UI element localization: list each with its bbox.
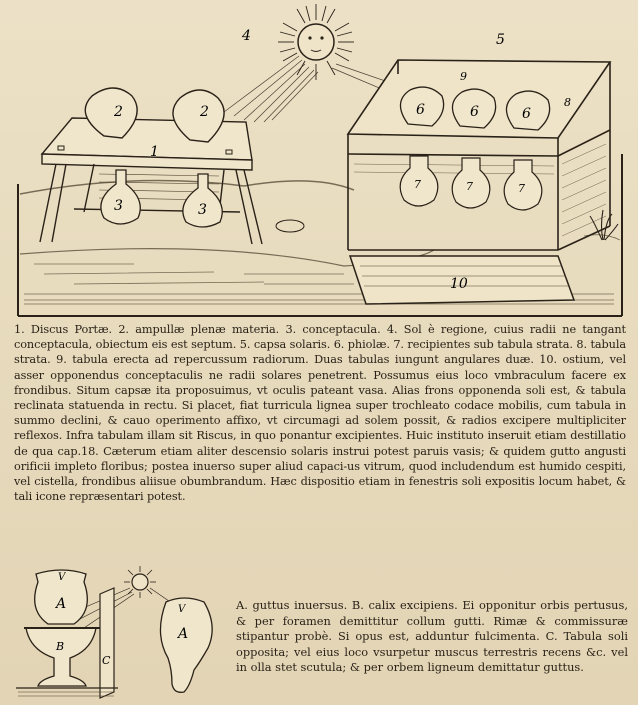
guttus-right [160, 598, 212, 692]
label-door: 10 [450, 276, 468, 292]
label-v-left: V [58, 572, 66, 583]
caption-main [14, 322, 626, 504]
receptacle-left [101, 170, 140, 224]
caption-secondary [236, 598, 628, 676]
label-disc: 1 [150, 144, 159, 160]
small-sun-icon [124, 566, 156, 598]
solar-distillation-woodcut [14, 4, 626, 322]
label-a-left: A [56, 596, 67, 612]
label-v-right: V [178, 604, 186, 615]
label-recipient-3: 7 [518, 182, 525, 195]
caption-main-text: 1. Discus Portæ. 2. ampullæ plenæ materia. 3. conceptacula. 4. Sol è regione, cuius radii ne tangant conceptacula, obiectum eis est septum. 5. capsa solaris. 6. phiolæ. 7. recipientes sub tabula strata. 8. tabula strata. 9. tabula erecta ad repercussum radiorum. Duas tabulas iungunt angulares duæ. 10. ostium, vel asser opponendus conceptaculis ne radii solares penetrent. Possumus eius loco vmbraculum facere ex frondibus. Situm capsæ ita proposuimus, vt oculis pateant vasa. Alias frons opponenda soli est, & tabula reclinata statuenda in rectu. Si placet, fiat turricula lignea super trochleato codace mobilis, cum tabula in summo declini, & cauo operimento affixo, vt circumagi ad solem possit, & radios excipere multipliciter reflexos. Infra tabulam illam sit Riscus, in quo ponantur excipientes. Huic instituto inseruit etiam destillatio de qua cap.18. Cæterum etiam aliter descensio solaris instrui potest paruis vasis; & quidem gutto angusti orificii impleto floribus; postea inuerso super aliud capaci-us vitrum, quod includendum est humido cespiti, vel cistella, frondibus aliisue obumbrandum. Hæc dispositio etiam in fenestris soli expositis locum habet, & tali icone repræsentari potest. [14, 323, 626, 504]
label-c: C [102, 654, 111, 667]
stone-icon [276, 220, 304, 232]
label-upright-board: 9 [460, 70, 467, 83]
plant-icon [590, 210, 618, 240]
label-phiola-1: 6 [416, 102, 425, 118]
label-receptacle-right: 3 [198, 202, 207, 218]
label-recipient-2: 7 [466, 180, 473, 193]
label-receptacle-left: 3 [114, 198, 123, 214]
inverted-bottle-woodcut [14, 566, 226, 702]
board-c [100, 588, 114, 698]
caption-secondary-text: A. guttus inuersus. B. calix excipiens. Ei opponitur orbis pertusus, & per foramen demittitur collum gutti. Rimæ & commissuræ stipantur probè. Si opus est, adduntur fulcimenta. C. Tabula soli opposita; vel eius loco vsurpetur muscus terrestris recens &c. vel in olla stet scutula; & per orbem ligneum demittatur guttus. [236, 598, 628, 675]
calyx [26, 628, 96, 686]
label-box: 5 [496, 32, 505, 48]
solar-box [348, 60, 610, 250]
label-ampulla-left: 2 [114, 104, 123, 120]
label-sun: 4 [242, 28, 251, 44]
sun-icon [278, 4, 354, 80]
label-phiola-2: 6 [470, 104, 479, 120]
label-a-right: A [178, 626, 189, 642]
label-board: 8 [564, 96, 571, 109]
label-b: B [56, 640, 65, 653]
label-ampulla-right: 2 [200, 104, 209, 120]
label-recipient-1: 7 [414, 178, 421, 191]
label-phiola-3: 6 [522, 106, 531, 122]
